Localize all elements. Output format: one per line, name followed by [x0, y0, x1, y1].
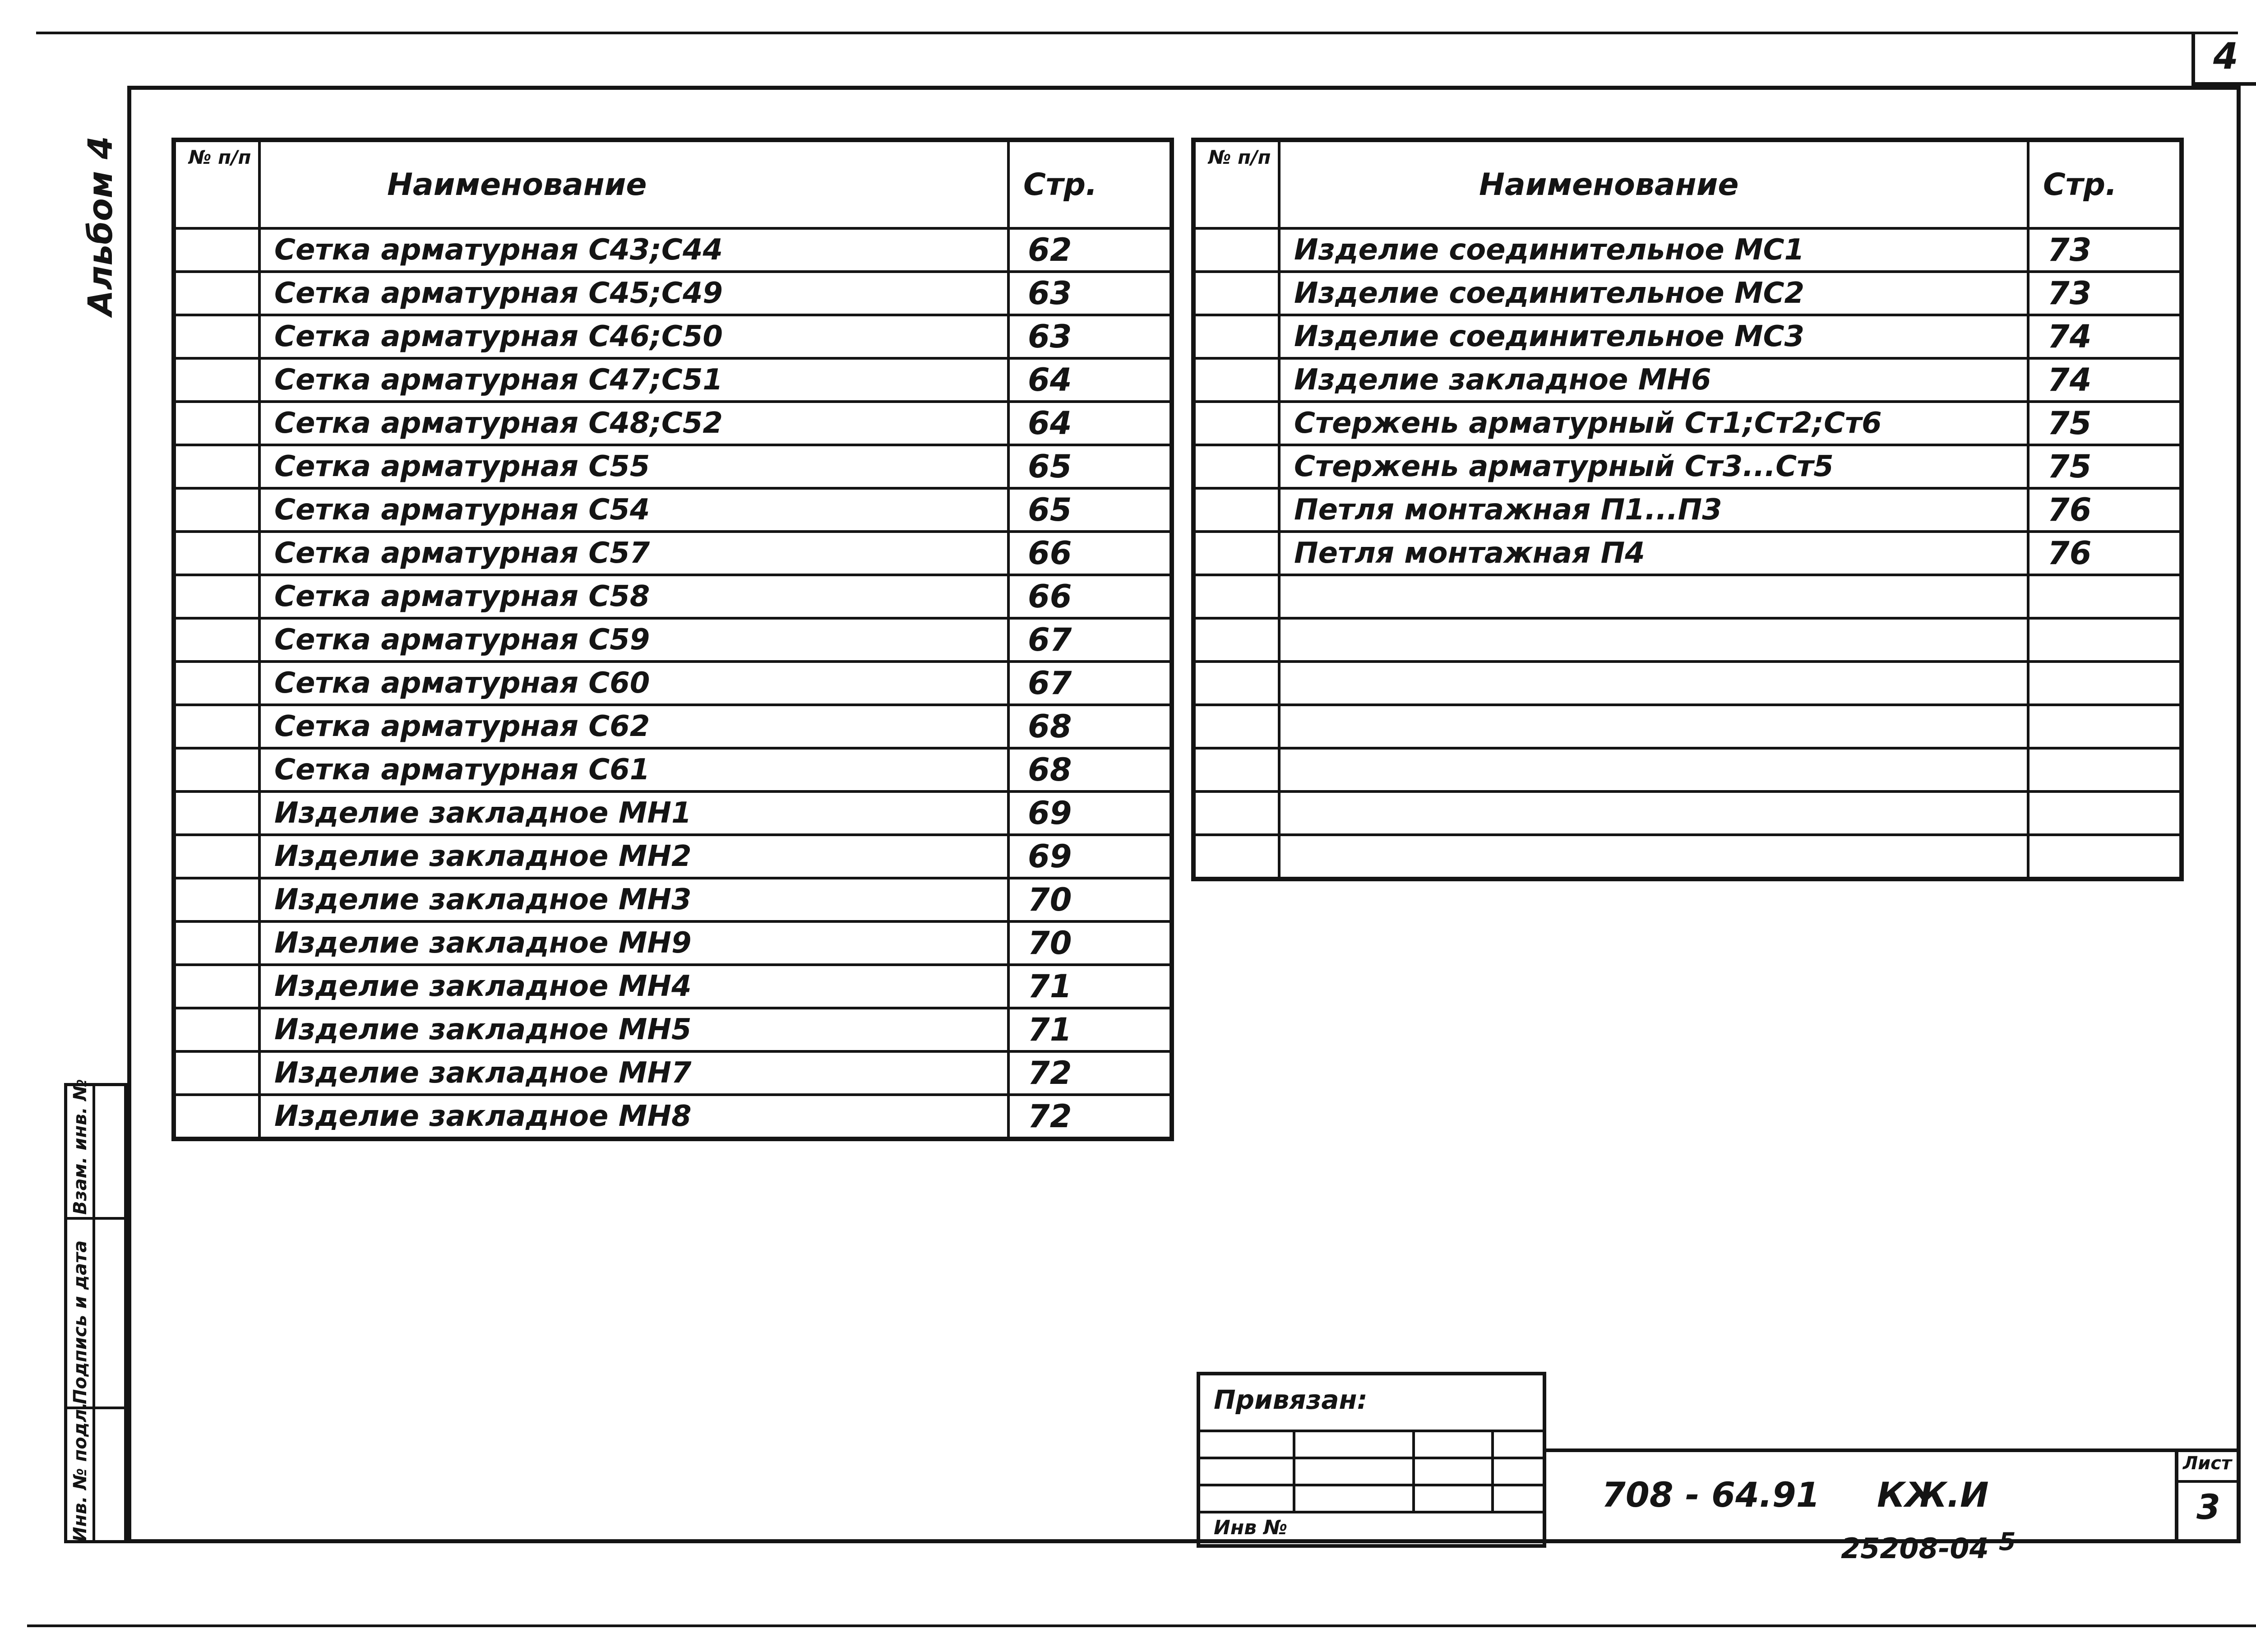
- left-row-name: Сетка арматурная С60: [259, 662, 1008, 705]
- right-row-name: [1279, 705, 2028, 748]
- right-row-page: [2028, 791, 2182, 835]
- left-row-name: Изделие закладное МН9: [259, 921, 1008, 965]
- right-row-num-cell: [1193, 402, 1279, 445]
- left-row-page: 67: [1008, 662, 1172, 705]
- left-header-name: Наименование: [259, 140, 1008, 228]
- binding-col-line: [1293, 1430, 1295, 1511]
- right-table-row: [1193, 532, 2182, 575]
- left-table-row: [174, 618, 1172, 662]
- right-row-num-cell: [1193, 748, 1279, 791]
- right-row-name: Изделие соединительное МС3: [1279, 315, 2028, 358]
- left-row-page: 66: [1008, 532, 1172, 575]
- right-header-name: Наименование: [1279, 140, 2028, 228]
- document-code: 708 - 64.91: [1602, 1475, 1820, 1515]
- right-table-row: [1193, 228, 2182, 272]
- left-row-page: 64: [1008, 402, 1172, 445]
- left-table-row: [174, 1095, 1172, 1139]
- right-table-row: [1193, 315, 2182, 358]
- archive-page: 5: [1999, 1527, 2016, 1556]
- left-table-row: [174, 835, 1172, 878]
- left-row-name: Сетка арматурная С45;С49: [259, 272, 1008, 315]
- left-row-name: Сетка арматурная С46;С50: [259, 315, 1008, 358]
- right-header-num: № п/п: [1193, 140, 1279, 228]
- right-row-name: [1279, 791, 2028, 835]
- left-row-name: Изделие закладное МН8: [259, 1095, 1008, 1139]
- right-row-page: 75: [2028, 445, 2182, 488]
- left-row-name: Сетка арматурная С47;С51: [259, 358, 1008, 402]
- right-header-page: Стр.: [2028, 140, 2182, 228]
- left-row-name: Изделие закладное МН1: [259, 791, 1008, 835]
- left-table-row: [174, 402, 1172, 445]
- left-row-name: Сетка арматурная С48;С52: [259, 402, 1008, 445]
- left-row-num-cell: [174, 705, 259, 748]
- side-approval-stamp: [64, 1079, 127, 1543]
- right-row-name: Изделие соединительное МС1: [1279, 228, 2028, 272]
- left-row-num-cell: [174, 791, 259, 835]
- left-row-page: 70: [1008, 878, 1172, 921]
- document-mark: КЖ.И: [1877, 1475, 1989, 1515]
- right-table-row: [1193, 488, 2182, 532]
- right-row-page: [2028, 748, 2182, 791]
- left-row-page: 69: [1008, 791, 1172, 835]
- right-table-row: [1193, 445, 2182, 488]
- left-table-row: [174, 1008, 1172, 1051]
- left-row-page: 67: [1008, 618, 1172, 662]
- left-row-name: Сетка арматурная С59: [259, 618, 1008, 662]
- right-row-num-cell: [1193, 445, 1279, 488]
- right-row-page: 73: [2028, 272, 2182, 315]
- left-row-num-cell: [174, 575, 259, 618]
- left-row-page: 71: [1008, 1008, 1172, 1051]
- left-row-page: 62: [1008, 228, 1172, 272]
- right-table-row: [1193, 705, 2182, 748]
- left-row-num-cell: [174, 878, 259, 921]
- left-row-name: Изделие закладное МН5: [259, 1008, 1008, 1051]
- right-row-name: Изделие соединительное МС2: [1279, 272, 2028, 315]
- left-table-row: [174, 791, 1172, 835]
- left-table-row: [174, 445, 1172, 488]
- right-row-num-cell: [1193, 835, 1279, 879]
- side-stamp-vzam-inv: Взам. инв. №: [70, 1079, 91, 1215]
- right-row-num-cell: [1193, 315, 1279, 358]
- left-table-row: [174, 662, 1172, 705]
- left-table-row: [174, 488, 1172, 532]
- left-row-name: Изделие закладное МН4: [259, 965, 1008, 1008]
- right-row-page: [2028, 705, 2182, 748]
- left-row-page: 69: [1008, 835, 1172, 878]
- binding-block: [1197, 1372, 1546, 1548]
- right-row-page: [2028, 575, 2182, 618]
- right-row-num-cell: [1193, 488, 1279, 532]
- right-row-num-cell: [1193, 618, 1279, 662]
- left-row-page: 72: [1008, 1051, 1172, 1095]
- left-table-row: [174, 921, 1172, 965]
- left-table-row: [174, 358, 1172, 402]
- left-row-page: 72: [1008, 1095, 1172, 1139]
- right-row-name: Изделие закладное МН6: [1279, 358, 2028, 402]
- left-table-row: [174, 532, 1172, 575]
- sheet-label: Лист: [2183, 1453, 2232, 1474]
- right-table-row: [1193, 575, 2182, 618]
- left-table-row: [174, 272, 1172, 315]
- right-row-name: [1279, 618, 2028, 662]
- right-row-num-cell: [1193, 662, 1279, 705]
- corner-sheet-number: 4: [2213, 35, 2238, 77]
- left-table-row: [174, 228, 1172, 272]
- left-row-num-cell: [174, 532, 259, 575]
- right-table-row: [1193, 835, 2182, 879]
- binding-row-line: [1200, 1511, 1543, 1513]
- right-row-page: [2028, 835, 2182, 879]
- right-row-page: 74: [2028, 315, 2182, 358]
- right-table-row: [1193, 358, 2182, 402]
- left-row-page: 66: [1008, 575, 1172, 618]
- right-table-header: [1193, 140, 2182, 228]
- side-stamp-row-line: [67, 1217, 124, 1220]
- left-row-num-cell: [174, 965, 259, 1008]
- left-row-page: 63: [1008, 272, 1172, 315]
- left-table-row: [174, 315, 1172, 358]
- right-row-num-cell: [1193, 228, 1279, 272]
- left-table-row: [174, 575, 1172, 618]
- left-row-num-cell: [174, 402, 259, 445]
- left-header-num: № п/п: [174, 140, 259, 228]
- right-table-row: [1193, 748, 2182, 791]
- right-row-num-cell: [1193, 532, 1279, 575]
- right-row-name: [1279, 748, 2028, 791]
- left-table-row: [174, 965, 1172, 1008]
- left-row-page: 68: [1008, 748, 1172, 791]
- right-table-row: [1193, 791, 2182, 835]
- right-row-num-cell: [1193, 272, 1279, 315]
- left-table-header: [174, 140, 1172, 228]
- binding-col-line: [1412, 1430, 1415, 1511]
- left-row-num-cell: [174, 662, 259, 705]
- bottom-trim-line: [27, 1624, 2256, 1627]
- right-row-name: Петля монтажная П4: [1279, 532, 2028, 575]
- right-row-num-cell: [1193, 575, 1279, 618]
- left-table-row: [174, 878, 1172, 921]
- right-row-page: 74: [2028, 358, 2182, 402]
- right-row-num-cell: [1193, 358, 1279, 402]
- left-row-name: Сетка арматурная С62: [259, 705, 1008, 748]
- top-trim-line: [36, 32, 2238, 34]
- left-header-page: Стр.: [1008, 140, 1172, 228]
- sheet-cell-divider: [2178, 1480, 2241, 1483]
- left-row-name: Сетка арматурная С61: [259, 748, 1008, 791]
- right-row-page: [2028, 662, 2182, 705]
- right-row-name: [1279, 575, 2028, 618]
- right-row-name: [1279, 835, 2028, 879]
- right-row-page: 76: [2028, 532, 2182, 575]
- right-row-page: [2028, 618, 2182, 662]
- left-row-page: 64: [1008, 358, 1172, 402]
- sheet-number: 3: [2196, 1487, 2220, 1527]
- right-row-name: Стержень арматурный Ст3...Ст5: [1279, 445, 2028, 488]
- title-block: [1543, 1448, 2241, 1543]
- left-row-num-cell: [174, 618, 259, 662]
- left-row-name: Сетка арматурная С43;С44: [259, 228, 1008, 272]
- left-row-name: Сетка арматурная С54: [259, 488, 1008, 532]
- left-table-row: [174, 705, 1172, 748]
- left-row-name: Сетка арматурная С58: [259, 575, 1008, 618]
- archive-number: 25208-04: [1841, 1532, 1989, 1565]
- binding-col-line: [1491, 1430, 1494, 1511]
- left-row-num-cell: [174, 445, 259, 488]
- right-row-num-cell: [1193, 705, 1279, 748]
- left-row-num-cell: [174, 748, 259, 791]
- right-table-row: [1193, 618, 2182, 662]
- left-row-name: Изделие закладное МН2: [259, 835, 1008, 878]
- right-table-row: [1193, 662, 2182, 705]
- left-row-page: 70: [1008, 921, 1172, 965]
- left-table-row: [174, 748, 1172, 791]
- left-row-name: Сетка арматурная С57: [259, 532, 1008, 575]
- corner-sheet-box: [2191, 32, 2256, 86]
- left-row-page: 65: [1008, 445, 1172, 488]
- right-row-page: 76: [2028, 488, 2182, 532]
- right-row-name: Стержень арматурный Ст1;Ст2;Ст6: [1279, 402, 2028, 445]
- left-row-num-cell: [174, 315, 259, 358]
- binding-label: Привязан:: [1214, 1384, 1368, 1415]
- left-row-num-cell: [174, 1051, 259, 1095]
- album-label: Альбом 4: [81, 136, 120, 316]
- left-row-num-cell: [174, 358, 259, 402]
- left-row-page: 68: [1008, 705, 1172, 748]
- left-row-num-cell: [174, 488, 259, 532]
- side-stamp-inv-podl: Инв. № подл.: [70, 1402, 91, 1542]
- left-row-name: Изделие закладное МН3: [259, 878, 1008, 921]
- right-row-page: 75: [2028, 402, 2182, 445]
- left-row-num-cell: [174, 921, 259, 965]
- left-row-num-cell: [174, 835, 259, 878]
- left-row-num-cell: [174, 272, 259, 315]
- right-row-num-cell: [1193, 791, 1279, 835]
- right-index-table: [1191, 138, 2184, 881]
- left-row-name: Сетка арматурная С55: [259, 445, 1008, 488]
- right-row-name: Петля монтажная П1...П3: [1279, 488, 2028, 532]
- left-row-num-cell: [174, 228, 259, 272]
- right-row-page: 73: [2028, 228, 2182, 272]
- left-row-page: 65: [1008, 488, 1172, 532]
- left-table-row: [174, 1051, 1172, 1095]
- side-stamp-divider: [92, 1086, 95, 1540]
- sheet-number-cell: [2175, 1448, 2241, 1543]
- left-row-num-cell: [174, 1008, 259, 1051]
- left-row-name: Изделие закладное МН7: [259, 1051, 1008, 1095]
- right-table-row: [1193, 272, 2182, 315]
- right-table-row: [1193, 402, 2182, 445]
- side-stamp-sign-date: Подпись и дата: [70, 1240, 91, 1404]
- right-row-name: [1279, 662, 2028, 705]
- left-row-page: 63: [1008, 315, 1172, 358]
- binding-inv-label: Инв №: [1214, 1516, 1288, 1539]
- left-index-table: [171, 138, 1174, 1141]
- left-row-num-cell: [174, 1095, 259, 1139]
- left-row-page: 71: [1008, 965, 1172, 1008]
